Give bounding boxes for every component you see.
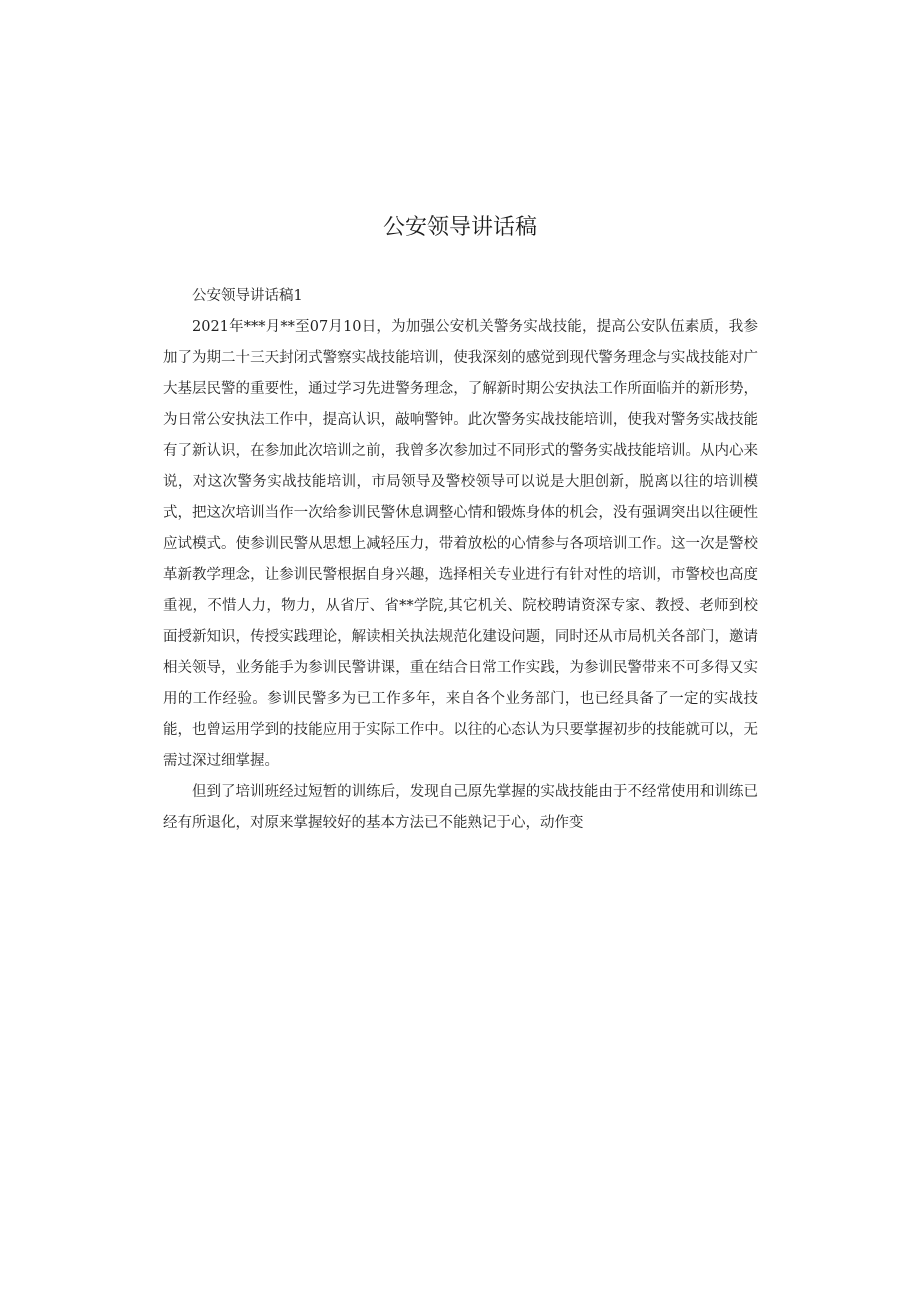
page-title: 公安领导讲话稿 bbox=[382, 215, 537, 240]
document-body bbox=[163, 281, 758, 839]
section-subtitle: 公安领导讲话稿1 bbox=[192, 288, 303, 304]
body-paragraph: 但到了培训班经过短暂的训练后，发现自己原先掌握的实战技能由于不经常使用和训练已经有所退化，对原来掌握较好的基本方法已不能熟记于心，动作变 bbox=[163, 784, 758, 831]
body-paragraph: 2021年***月**至07月10日，为加强公安机关警务实战技能，提高公安队伍素质，我参加了为期二十三天封闭式警察实战技能培训，使我深刻的感觉到现代警务理念与实战技能对广大基层民警的重要性，通过学习先进警务理念，了解新时期公安执法工作所面临并的新形势，为日常公安执法工作中，提高认识，敲响警钟。此次警务实战技能培训，使我对警务实战技能有了新认识，在参加此次培训之前，我曾多次参加过不同形式的警务实战技能培训。从内心来说，对这次警务实战技能培训，市局领导及警校领导可以说是大胆创新，脱离以往的培训模式，把这次培训当作一次给参训民警休息调整心情和锻炼身体的机会，没有强调突出以往硬性应试模式。使参训民警从思想上减轻压力，带着放松的心情参与各项培训工作。这一次是警校革新教学理念，让参训民警根据自身兴趣，选择相关专业进行有针对性的培训，市警校也高度重视，不惜人力，物力，从省厅、省**学院,其它机关、院校聘请资深专家、教授、老师到校面授新知识，传授实践理论，解读相关执法规范化建设问题，同时还从市局机关各部门，邀请相关领导，业务能手为参训民警讲课，重在结合日常工作实践，为参训民警带来不可多得又实用的工作经验。参训民警多为已工作多年，来自各个业务部门，也已经具备了一定的实战技能，也曾运用学到的技能应用于实际工作中。以往的心态认为只要掌握初步的技能就可以，无需过深过细掌握。 bbox=[163, 319, 758, 769]
